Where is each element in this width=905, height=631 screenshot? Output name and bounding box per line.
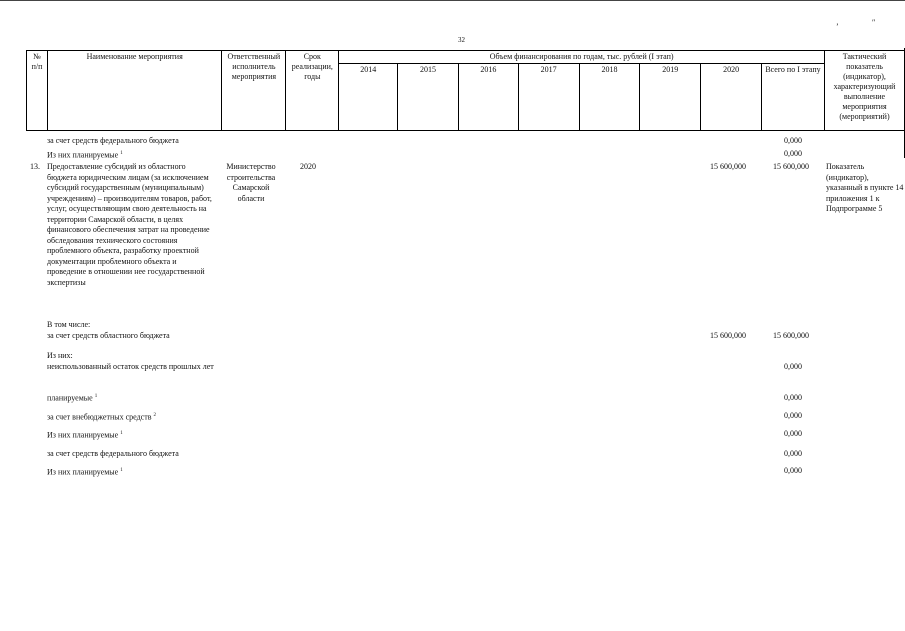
fed1-planned-row	[47, 149, 123, 161]
header-col-total: Всего по I этапу	[762, 64, 825, 131]
header-col-number: № п/п	[27, 51, 48, 131]
header-col-name: Наименование мероприятия	[47, 51, 221, 131]
fed2-total: 0,000	[784, 449, 802, 458]
header-year: 2020	[701, 64, 762, 131]
footnote-mark: 1	[94, 394, 98, 399]
fed2-label: за счет средств федерального бюджета	[47, 449, 179, 458]
footnote-mark: 1	[120, 431, 123, 436]
page-number: 32	[458, 36, 465, 44]
fed1-label: за счет средств федерального бюджета	[47, 136, 179, 145]
extra-label: за счет внебюджетных средств	[47, 412, 152, 422]
header-year: 2017	[518, 64, 579, 131]
planned-total: 0,000	[784, 393, 802, 402]
header-table	[26, 50, 905, 131]
header-year: 2018	[579, 64, 640, 131]
extra-planned-total: 0,000	[784, 429, 802, 438]
footnote-mark: 1	[120, 151, 123, 156]
header-col-term: Срок реализации, годы	[286, 51, 339, 131]
item-executor: Министерство строительства Самарской области	[226, 162, 276, 203]
fed2-planned-row	[47, 466, 123, 478]
regional-total: 15 600,000	[773, 331, 809, 340]
fed1-planned-total: 0,000	[784, 149, 802, 158]
regional-2020: 15 600,000	[710, 331, 746, 340]
fed2-planned-total: 0,000	[784, 466, 802, 475]
planned-label: планируемые	[47, 393, 93, 403]
extra-total: 0,000	[784, 411, 802, 420]
header-year: 2015	[398, 64, 459, 131]
footnote-mark: 2	[153, 413, 157, 418]
top-border-line	[0, 0, 905, 1]
item-name: Предоставление субсидий из областного бюджета юридическим лицам (за исключением субсидий государственным (муниципальным) учреждениям) – производителям товаров, работ, услуг, осуществляющим свою деятельность на территории Самарской области, в целях финансового обеспечения затрат на проведение обследования технического состояния проблемного объекта, разработку проектной документации проблемного объекта и проведение в отношении нее государственной экспертизы	[47, 162, 212, 287]
fed1-total: 0,000	[784, 136, 802, 145]
regional-label: за счет средств областного бюджета	[47, 331, 170, 340]
incl-label: В том числе:	[47, 320, 91, 329]
extra-row	[47, 411, 156, 423]
header-year: 2016	[458, 64, 518, 131]
item-term: 2020	[300, 162, 316, 171]
item-2020: 15 600,000	[710, 162, 746, 171]
extra-planned-label: Из них планируемые	[47, 430, 119, 440]
item-number: 13.	[30, 162, 40, 171]
header-year: 2019	[640, 64, 701, 131]
footnote-mark: 1	[120, 468, 123, 473]
header-year: 2014	[339, 64, 398, 131]
planned-row	[47, 392, 97, 404]
unused-label: неиспользованный остаток средств прошлых лет	[47, 362, 214, 371]
fed2-planned-label: Из них планируемые	[47, 467, 119, 477]
scan-mark: ʼ	[836, 22, 839, 31]
item-indicator: Показатель (индикатор), указанный в пункте 14 приложения 1 к Подпрограмме 5	[826, 162, 904, 213]
extra-planned-row	[47, 429, 123, 441]
unused-total: 0,000	[784, 362, 802, 371]
item-total: 15 600,000	[773, 162, 809, 171]
header-col-executor: Ответственный исполнитель мероприятия	[222, 51, 286, 131]
fed1-planned-label: Из них планируемые	[47, 150, 119, 160]
header-col-indicator: Тактический показатель (индикатор), характеризующий выполнение мероприятия (мероприятий)	[824, 51, 904, 131]
header-col-finance: Объем финансирования по годам, тыс. рублей (I этап)	[339, 51, 825, 64]
of-them-label: Из них:	[47, 351, 73, 360]
scan-mark: ʺ	[872, 18, 875, 27]
